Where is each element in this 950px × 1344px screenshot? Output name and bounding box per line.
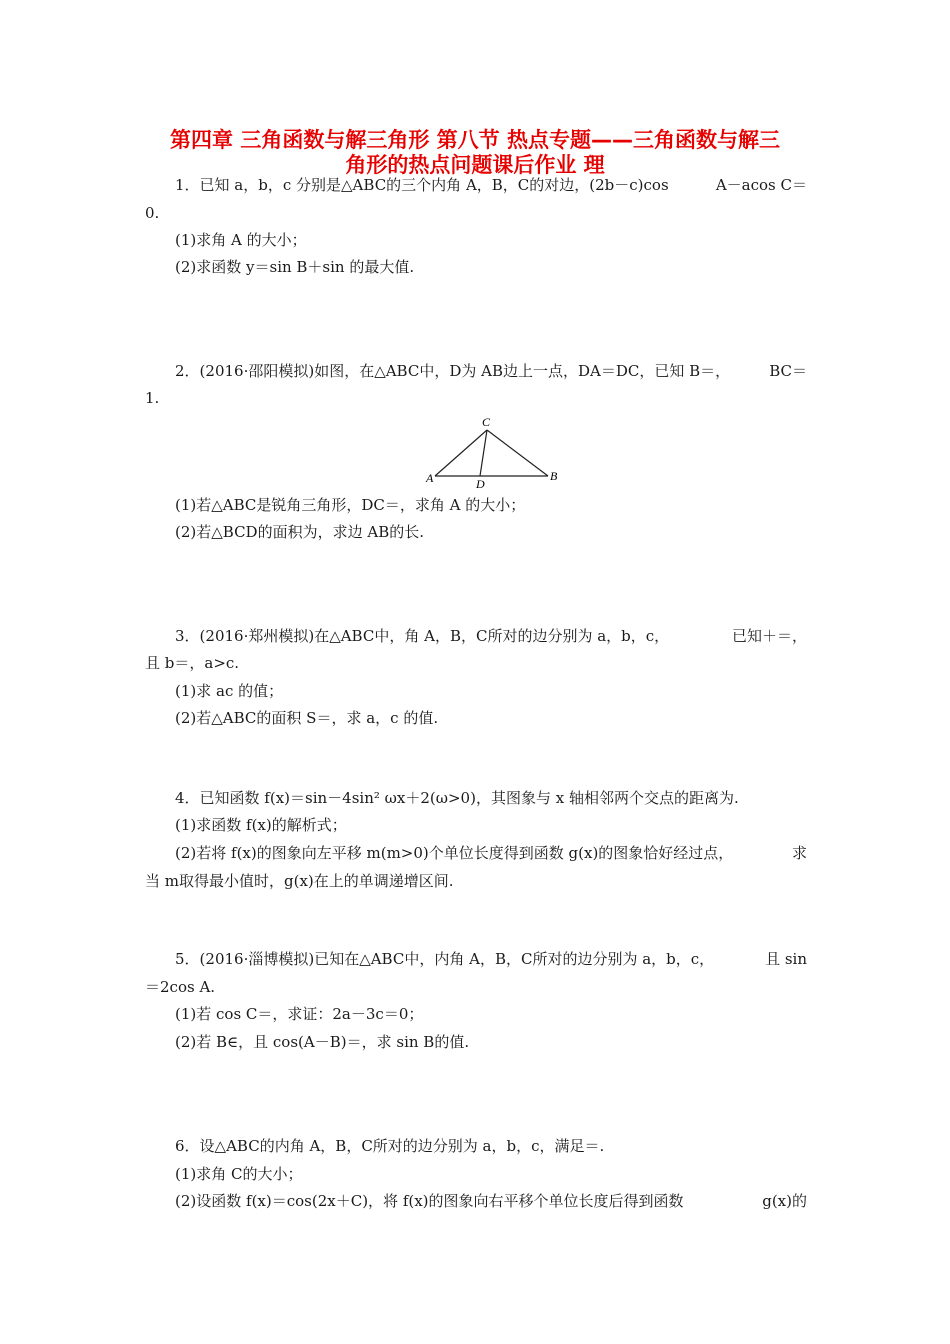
problem-4-sub-2-text-b: 求 <box>791 844 807 862</box>
document-title-line-2: 角形的热点问题课后作业 理 <box>345 153 605 177</box>
problem-2-line-2: 1. <box>145 389 160 407</box>
problem-2-text-b: BC＝ <box>769 362 807 380</box>
problem-5-line-2: ＝2cos A. <box>145 978 216 996</box>
problem-3-line-1 <box>175 626 807 646</box>
problem-4-line-1: 4．已知函数 f(x)＝sin－4sin² ωx＋2(ω>0)，其图象与 x 轴相邻两个交点的距离为. <box>175 789 739 807</box>
problem-1-line-1 <box>175 175 807 195</box>
vertex-label-d: D <box>476 477 485 490</box>
problem-6-sub-2-text-a: (2)设函数 f(x)＝cos(2x＋C)，将 f(x)的图象向右平移个单位长度后得到函数 <box>175 1192 684 1210</box>
problem-1-sub-1: (1)求角 A 的大小； <box>175 231 307 249</box>
triangle-figure <box>415 410 565 490</box>
vertex-label-b: B <box>550 469 558 483</box>
problem-6-line-1: 6．设△ABC的内角 A，B，C所对的边分别为 a，b，c，满足＝. <box>175 1137 605 1155</box>
problem-5-sub-2: (2)若 B∈，且 cos(A－B)＝，求 sin B的值. <box>175 1033 470 1051</box>
problem-2-sub-2: (2)若△BCD的面积为，求边 AB的长. <box>175 523 424 541</box>
problem-6-sub-1: (1)求角 C的大小； <box>175 1165 303 1183</box>
document-title-line-1: 第四章 三角函数与解三角形 第八节 热点专题——三角函数与解三 <box>170 128 780 152</box>
problem-5-text-b: 且 sin <box>765 950 807 968</box>
problem-2-sub-1: (1)若△ABC是锐角三角形，DC＝，求角 A 的大小； <box>175 496 526 514</box>
vertex-label-a: A <box>426 471 434 485</box>
problem-6-sub-2 <box>175 1191 807 1211</box>
problem-4-sub-2-cont: 当 m取得最小值时，g(x)在上的单调递增区间. <box>145 872 454 890</box>
problem-2-line-1 <box>175 361 807 381</box>
side-cb <box>487 430 548 476</box>
vertex-label-c: C <box>482 415 491 429</box>
problem-6-sub-2-text-b: g(x)的 <box>762 1192 807 1210</box>
problem-2-text-a: 2．(2016·邵阳模拟)如图，在△ABC中，D为 AB边上一点，DA＝DC，已知 B＝， <box>175 362 731 380</box>
problem-3-text-a: 3．(2016·郑州模拟)在△ABC中，角 A，B，C所对的边分别为 a，b，c， <box>175 627 670 645</box>
problem-5-sub-1: (1)若 cos C＝，求证：2a－3c＝0； <box>175 1005 424 1023</box>
problem-1-text-a: 1．已知 a，b，c 分别是△ABC的三个内角 A，B，C的对边，(2b－c)cos <box>175 176 669 194</box>
problem-3-sub-1: (1)求 ac 的值； <box>175 682 284 700</box>
problem-4-sub-2 <box>175 843 807 863</box>
problem-3-text-b: 已知＋＝， <box>731 627 807 645</box>
problem-1-line-2: 0. <box>145 204 160 222</box>
problem-5-line-1 <box>175 949 807 969</box>
segment-cd <box>480 430 487 476</box>
problem-3-line-2: 且 b＝，a>c. <box>145 654 240 672</box>
problem-4-sub-1: (1)求函数 f(x)的解析式； <box>175 816 347 834</box>
problem-4-sub-2-text-a: (2)若将 f(x)的图象向左平移 m(m>0)个单位长度得到函数 g(x)的图象恰好经过点， <box>175 844 734 862</box>
problem-5-text-a: 5．(2016·淄博模拟)已知在△ABC中，内角 A，B，C所对的边分别为 a，b，c， <box>175 950 715 968</box>
side-ac <box>435 430 487 476</box>
problem-1-text-b: A－acos C＝ <box>715 176 807 194</box>
problem-1-sub-2: (2)求函数 y＝sin B＋sin 的最大值. <box>175 258 415 276</box>
problem-3-sub-2: (2)若△ABC的面积 S＝，求 a，c 的值. <box>175 709 439 727</box>
